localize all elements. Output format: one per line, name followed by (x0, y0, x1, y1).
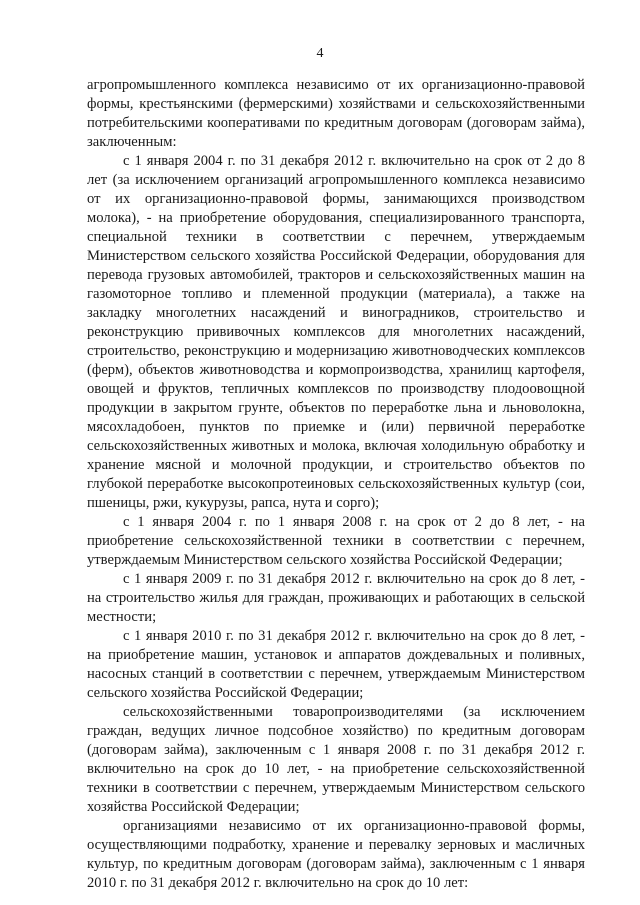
paragraph-5: с 1 января 2010 г. по 31 декабря 2012 г. включительно на срок до 8 лет, - на приобретение машин, установок и аппаратов дождевальных и поливных, насосных станций в соответствии с перечнем, утверждаемым Министерством сельского хозяйства Российской Федерации; (87, 628, 585, 701)
paragraph-1: агропромышленного комплекса независимо от их организационно-правовой формы, крестьянскими (фермерскими) хозяйствами и сельскохозяйственными потребительскими кооперативами по кредитным договорам (договорам займа), заключенным: (87, 77, 585, 150)
paragraph-3: с 1 января 2004 г. по 1 января 2008 г. на срок от 2 до 8 лет, - на приобретение сельскохозяйственной техники в соответствии с перечнем, утверждаемым Министерством сельского хозяйства Российской Федерации; (87, 514, 585, 568)
paragraph-7: организациями независимо от их организационно-правовой формы, осуществляющими подработку, хранение и перевалку зерновых и масличных культур, по кредитным договорам (договорам займа), заключенным с 1 января 2010 г. по 31 декабря 2012 г. включительно на срок до 10 лет: (87, 818, 585, 891)
document-body (87, 76, 585, 893)
paragraph-4: с 1 января 2009 г. по 31 декабря 2012 г. включительно на срок до 8 лет, - на строительство жилья для граждан, проживающих и работающих в сельской местности; (87, 571, 585, 625)
paragraph-2: с 1 января 2004 г. по 31 декабря 2012 г. включительно на срок от 2 до 8 лет (за исключением организаций агропромышленного комплекса независимо от их организационно-правовой формы, занимающихся производством молока), - на приобретение оборудования, специализированного транспорта, специальной техники в соответствии с перечнем, утверждаемым Министерством сельского хозяйства Российской Федерации, оборудования для перевода грузовых автомобилей, тракторов и сельскохозяйственных машин на газомоторное топливо и племенной продукции (материала), а также на закладку многолетних насаждений и виноградников, строительство и реконструкцию прививочных комплексов для многолетних насаждений, строительство, реконструкцию и модернизацию животноводческих комплексов (ферм), объектов животноводства и кормопроизводства, хранилищ картофеля, овощей и фруктов, тепличных комплексов по производству плодоовощной продукции в закрытом грунте, объектов по переработке льна и льноволокна, мясохладобоен, пунктов по приемке и (или) первичной переработке сельскохозяйственных животных и молока, включая холодильную обработку и хранение мясной и молочной продукции, и строительство объектов по глубокой переработке высокопротеиновых сельскохозяйственных культур (сои, пшеницы, ржи, кукурузы, рапса, нута и сорго); (87, 153, 585, 511)
paragraph-6: сельскохозяйственными товаропроизводителями (за исключением граждан, ведущих личное подсобное хозяйство) по кредитным договорам (договорам займа), заключенным с 1 января 2008 г. по 31 декабря 2012 г. включительно на срок до 10 лет, - на приобретение сельскохозяйственной техники в соответствии с перечнем, утверждаемым Министерством сельского хозяйства Российской Федерации; (87, 704, 585, 815)
page-number: 4 (316, 46, 324, 61)
